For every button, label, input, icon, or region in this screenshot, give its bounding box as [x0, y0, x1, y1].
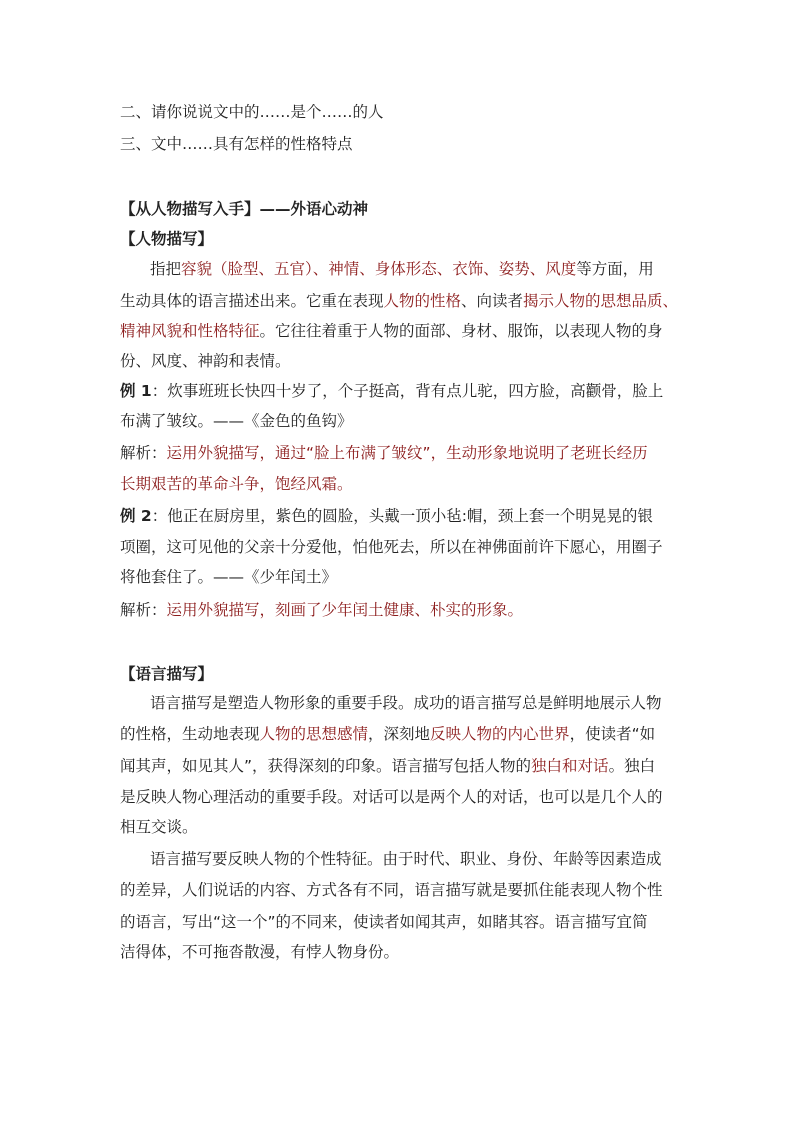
example-two-line: 将他套住了。——《少年闰土》 — [120, 568, 338, 586]
paragraph-line: 份、风度、神韵和表情。 — [120, 352, 291, 370]
subsection-heading-language: 【语言描写】 — [120, 665, 214, 683]
paragraph-line: 语言描写要反映人物的个性特征。由于时代、职业、身份、年龄等因素造成 — [150, 850, 662, 868]
question-two: 二、请你说说文中的……是个……的人 — [120, 103, 384, 121]
analysis-label: 解析： — [120, 444, 167, 462]
subsection-heading-character: 【人物描写】 — [120, 230, 214, 248]
highlight-text: 反映人物的内心世界 — [430, 725, 570, 743]
question-three: 三、文中……具有怎样的性格特点 — [120, 135, 353, 153]
paragraph-line: 语言描写是塑造人物形象的重要手段。成功的语言描写总是鲜明地展示人物 — [150, 694, 662, 712]
highlight-text: 运用外貌描写，通过“脸上布满了皱纹”，生动形象地说明了老班长经历 — [166, 444, 648, 462]
example-one-line: 布满了皱纹。——《金色的鱼钩》 — [120, 412, 353, 430]
example-two-line: 例 2：他正在厨房里，紫色的圆脸，头戴一顶小毡:帽，颈上套一个明晃晃的银 — [120, 507, 653, 525]
example-label: 例 1 — [120, 382, 152, 400]
analysis-line — [120, 443, 680, 463]
highlight-text: 人物的性格 — [383, 292, 462, 310]
highlight-text: 独白和对话 — [531, 757, 609, 775]
highlight-text: 容貌（脸型、五官）、神情、身体形态、衣饰、姿势、风度 — [181, 260, 577, 278]
highlight-text: 揭示人物的思想品质、 — [523, 292, 679, 310]
paragraph-line: 闻其声，如见其人”，获得深刻的印象。语言描写包括人物的独白和对话。独白 — [120, 757, 656, 775]
analysis-line — [120, 600, 680, 620]
analysis-label: 解析： — [120, 601, 167, 619]
highlight-text: 人物的思想感情 — [259, 725, 369, 743]
highlight-text: 运用外貌描写，刻画了少年闰土健康、朴实的形象。 — [166, 601, 524, 619]
paragraph-line: 相互交谈。 — [120, 818, 198, 836]
paragraph-line: 的语言，写出“这一个”的不同来，使读者如闻其声，如睹其容。语言描写宜简 — [120, 913, 648, 931]
paragraph-line: 指把容貌（脸型、五官）、神情、身体形态、衣饰、姿势、风度等方面，用 — [150, 260, 654, 278]
highlight-text: 精神风貌和性格特征 — [120, 322, 260, 340]
paragraph-line: 是反映人物心理活动的重要手段。对话可以是两个人的对话，也可以是几个人的 — [120, 788, 663, 806]
section-heading: 【从人物描写入手】——外语心动神 — [120, 200, 369, 218]
paragraph-line: 精神风貌和性格特征。它往往着重于人物的面部、身材、服饰，以表现人物的身 — [120, 322, 663, 340]
paragraph-line: 的性格，生动地表现人物的思想感情，深刻地反映人物的内心世界，使读者“如 — [120, 725, 656, 743]
paragraph-line: 洁得体，不可拖沓散漫，有悖人物身份。 — [120, 943, 400, 961]
analysis-line: 长期艰苦的革命斗争，饱经风霜。 — [120, 475, 353, 493]
paragraph-line: 生动具体的语言描述出来。它重在表现人物的性格、向读者揭示人物的思想品质、 — [120, 292, 679, 310]
paragraph-line: 的差异，人们说话的内容、方式各有不同，语言描写就是要抓住能表现人物个性 — [120, 881, 663, 899]
example-label: 例 2 — [120, 507, 152, 525]
example-two-line: 项圈，这可见他的父亲十分爱他，怕他死去，所以在神佛面前许下愿心，用圈子 — [120, 538, 663, 556]
example-one-line: 例 1：炊事班班长快四十岁了，个子挺高，背有点儿驼，四方脸，高颧骨，脸上 — [120, 382, 664, 400]
